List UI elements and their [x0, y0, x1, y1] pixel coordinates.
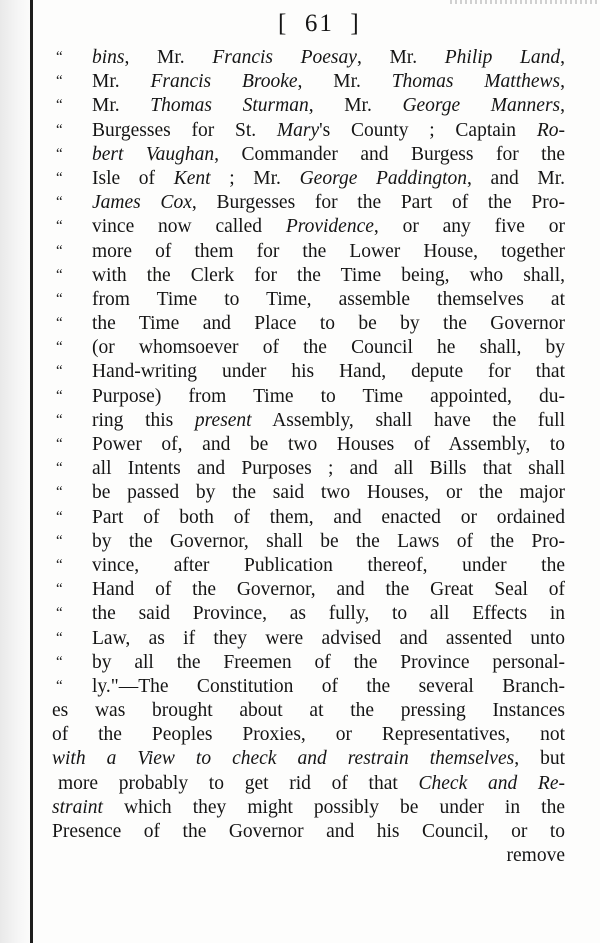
roman-text: be passed by the said two Houses, or the major — [92, 482, 565, 504]
roman-text: , and Mr. — [467, 167, 565, 189]
quotation-mark: “ — [56, 653, 63, 670]
text-line — [56, 675, 565, 699]
roman-text: , Mr. — [356, 47, 445, 68]
quotation-mark: “ — [56, 387, 63, 404]
quotation-mark: “ — [56, 145, 63, 162]
text-line — [56, 94, 565, 118]
text-line — [52, 723, 565, 747]
roman-text: , — [560, 95, 565, 117]
quotation-mark: “ — [56, 290, 63, 307]
text-line — [56, 360, 565, 384]
text-line — [56, 651, 565, 675]
roman-text: Isle of — [92, 167, 174, 189]
text-line — [52, 747, 565, 771]
roman-text: , Mr. — [124, 47, 213, 68]
text-line — [56, 191, 565, 215]
italic-text: Providence — [285, 216, 374, 238]
text-line — [56, 627, 565, 651]
italic-text: Thomas Matthews — [391, 71, 561, 93]
italic-text: Kent — [173, 167, 211, 189]
roman-text: Assembly, shall have the full — [251, 409, 565, 431]
roman-text: ring this — [92, 409, 195, 431]
roman-text: Burgesses for St. — [92, 119, 277, 141]
roman-text: , Mr. — [297, 71, 392, 93]
quotation-mark: “ — [56, 169, 63, 186]
text-line — [52, 820, 565, 844]
quotation-mark: “ — [56, 315, 63, 332]
italic-text: present — [194, 409, 252, 431]
roman-text: Law, as if they were advised and assented unto — [92, 627, 565, 649]
text-line — [56, 554, 565, 578]
italic-text: straint — [52, 796, 103, 818]
roman-text: Purpose) from Time to Time appointed, du- — [92, 385, 565, 407]
roman-text: , — [560, 47, 566, 68]
roman-text: ly."—The Constitution of the several Branch- — [92, 675, 565, 697]
text-line — [56, 433, 565, 457]
text-line — [56, 143, 565, 167]
italic-text: with a View to check and restrain themselves — [52, 748, 515, 770]
roman-text: Mr. — [92, 71, 151, 93]
text-line — [56, 240, 565, 264]
quotation-mark: “ — [56, 218, 63, 235]
roman-text: from Time to Time, assemble themselves at — [92, 288, 565, 310]
roman-text: , Commander and Burgess for the — [214, 143, 565, 165]
quotation-mark: “ — [56, 581, 63, 598]
roman-text: ; Mr. — [210, 167, 300, 189]
quotation-mark: “ — [56, 556, 63, 573]
text-line — [56, 409, 565, 433]
italic-text: George Manners — [402, 95, 561, 117]
italic-text: Thomas Sturman — [150, 95, 309, 117]
body-text — [52, 46, 566, 868]
text-line — [56, 312, 565, 336]
roman-text: Presence of the Governor and his Council, or to — [52, 821, 565, 842]
italic-text: Ro- — [536, 119, 565, 141]
italic-text: James Cox — [92, 192, 192, 214]
roman-text: , or any five or — [373, 216, 565, 238]
roman-text: all Intents and Purposes ; and all Bills that shall — [92, 458, 565, 480]
roman-text: with the Clerk for the Time being, who shall, — [92, 264, 565, 286]
text-line — [56, 481, 565, 505]
quotation-mark: “ — [56, 460, 63, 477]
quotation-mark: “ — [56, 49, 63, 65]
roman-text: more of them for the Lower House, together — [92, 240, 565, 262]
roman-text: 's County ; Captain — [319, 119, 537, 141]
roman-text: Hand-writing under his Hand, depute for that — [92, 361, 565, 383]
roman-text: , Burgesses for the Part of the Pro- — [191, 192, 565, 214]
italic-text: Check and Re- — [418, 772, 565, 794]
text-line — [52, 796, 565, 820]
quotation-mark: “ — [56, 677, 63, 694]
italic-text: bins — [92, 47, 125, 68]
text-line — [52, 699, 565, 723]
roman-text: (or whomsoever of the Council he shall, by — [92, 337, 565, 359]
text-line — [56, 70, 565, 94]
text-line — [56, 46, 566, 70]
text-line — [56, 167, 565, 191]
text-line — [56, 530, 565, 554]
roman-text: more probably to get rid of that — [58, 772, 419, 794]
scan-artifact — [450, 0, 600, 4]
text-line — [56, 336, 565, 360]
italic-text: Mary — [276, 119, 320, 141]
quotation-mark: “ — [56, 508, 63, 525]
binding-gutter — [0, 0, 34, 943]
text-line — [56, 578, 565, 602]
roman-text: remove — [506, 845, 565, 867]
roman-text: vince, after Publication thereof, under the — [92, 554, 565, 576]
roman-text: vince now called — [92, 216, 286, 238]
text-line — [56, 288, 565, 312]
quotation-mark: “ — [56, 339, 63, 356]
text-line — [56, 215, 565, 239]
text-line — [52, 844, 565, 868]
roman-text: which they might possibly be under in the — [102, 796, 565, 818]
roman-text: , Mr. — [308, 95, 403, 117]
italic-text: Philip Land — [444, 47, 561, 68]
roman-text: Power of, and be two Houses of Assembly, to — [92, 434, 565, 455]
roman-text: Part of both of them, and enacted or ordained — [92, 506, 565, 528]
quotation-mark: “ — [56, 629, 63, 646]
roman-text: by all the Freemen of the Province personal- — [92, 651, 565, 673]
quotation-mark: “ — [56, 194, 63, 211]
text-line — [56, 602, 565, 626]
roman-text: , but — [514, 748, 565, 770]
quotation-mark: “ — [56, 363, 63, 380]
text-line — [56, 119, 565, 143]
quotation-mark: “ — [56, 121, 63, 138]
roman-text: by the Governor, shall be the Laws of the Pro- — [92, 530, 565, 552]
roman-text: , — [560, 71, 565, 93]
text-line — [56, 264, 565, 288]
quotation-mark: “ — [56, 605, 63, 622]
quotation-mark: “ — [56, 436, 63, 452]
text-line — [56, 457, 565, 481]
quotation-mark: “ — [56, 266, 63, 283]
quotation-mark: “ — [56, 484, 63, 501]
roman-text: es was brought about at the pressing Instances — [52, 700, 565, 722]
roman-text: the Time and Place to be by the Governor — [92, 313, 565, 335]
quotation-mark: “ — [56, 411, 63, 428]
italic-text: George Paddington — [299, 167, 468, 189]
quotation-mark: “ — [56, 532, 63, 549]
page-number: [ 61 ] — [278, 10, 361, 37]
roman-text: the said Province, as fully, to all Effects in — [92, 603, 565, 625]
text-line — [58, 772, 565, 796]
text-line — [56, 506, 565, 530]
roman-text: of the Peoples Proxies, or Representatives, not — [52, 724, 565, 746]
binding-edge-line — [30, 0, 33, 943]
italic-text: Francis Brooke — [150, 71, 298, 93]
italic-text: Francis Poesay — [212, 47, 357, 68]
quotation-mark: “ — [56, 97, 63, 114]
roman-text: Hand of the Governor, and the Great Seal of — [92, 579, 565, 601]
quotation-mark: “ — [56, 242, 63, 259]
italic-text: bert Vaughan — [92, 143, 215, 165]
roman-text: Mr. — [92, 95, 151, 117]
text-line — [56, 385, 565, 409]
quotation-mark: “ — [56, 73, 63, 90]
